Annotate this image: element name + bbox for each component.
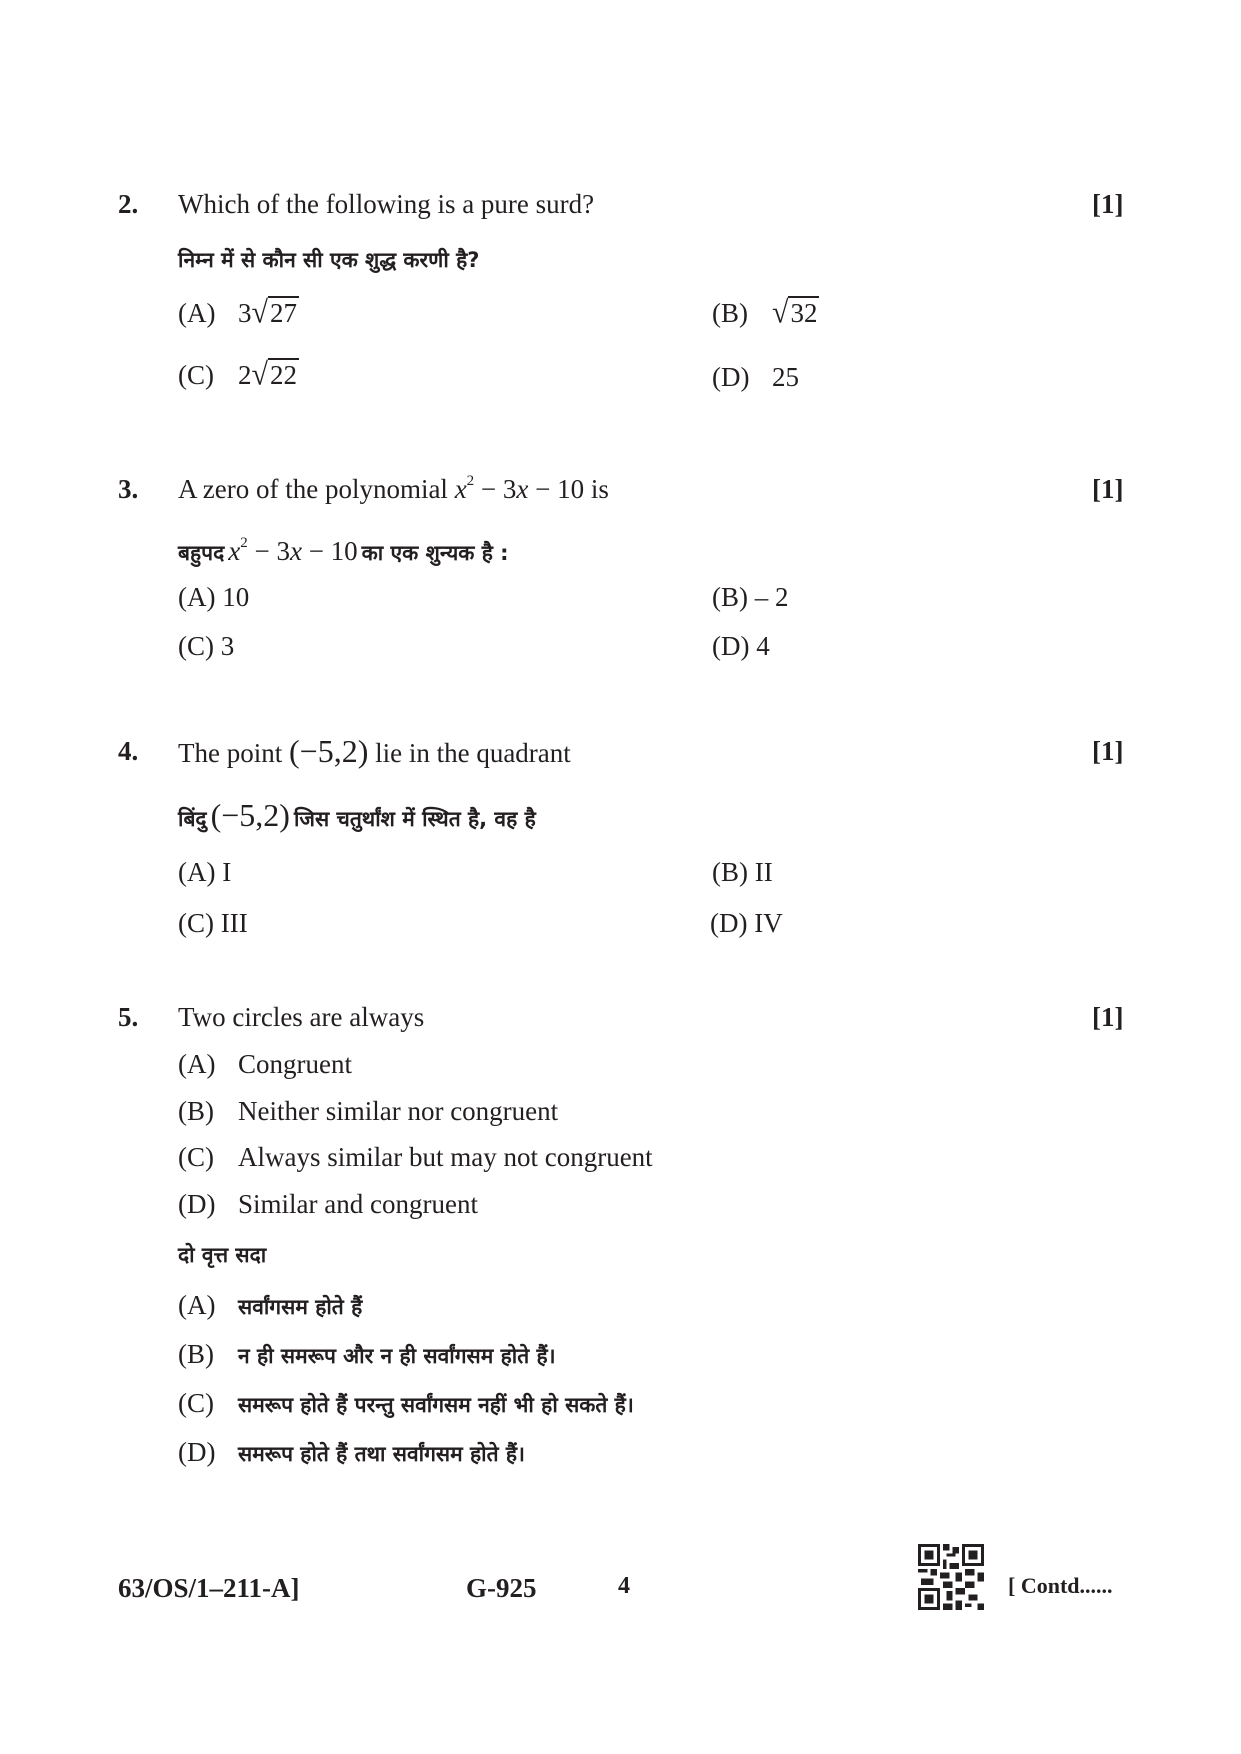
question-4-hindi-post: जिस चतुर्थांश में स्थित है, वह है	[293, 807, 536, 831]
question-5-marks: [1]	[1092, 1002, 1124, 1032]
option-text: न ही समरूप और न ही सर्वांगसम होते हैं।	[238, 1344, 556, 1368]
polynomial-tail: − 10	[528, 474, 585, 504]
question-2-number: 2.	[118, 189, 139, 219]
option-text: समरूप होते हैं परन्तु सर्वांगसम नहीं भी हो सकते हैं।	[238, 1393, 634, 1417]
question-3-option-c[interactable]: (C) 3	[178, 631, 235, 661]
question-3-text	[178, 474, 609, 505]
question-4-number: 4.	[118, 736, 139, 766]
question-4-hindi-text	[178, 797, 536, 834]
question-4-hindi-pre: बिंदु	[178, 807, 207, 831]
series-code: G-925	[466, 1573, 537, 1603]
question-3-marks: [1]	[1092, 474, 1124, 504]
question-4-text-post: lie in the quadrant	[375, 738, 571, 768]
option-label: (D)	[178, 1437, 216, 1467]
question-5-option-c-hi[interactable]	[178, 1388, 634, 1419]
radicand: 32	[790, 298, 818, 328]
question-5-option-b-hi[interactable]	[178, 1339, 556, 1370]
page-number: 4	[618, 1573, 630, 1599]
question-3-hindi-pre: बहुपद	[178, 541, 225, 565]
question-3-text-pre: A zero of the polynomial	[178, 474, 448, 504]
question-3-number: 3.	[118, 474, 139, 504]
option-label: (A)	[178, 1290, 216, 1320]
polynomial-variable-2: x	[289, 536, 302, 566]
option-coefficient: 2	[238, 360, 252, 390]
question-2-option-a[interactable]	[178, 296, 299, 330]
point-coordinates: (−5,2)	[288, 733, 369, 769]
question-5-option-a-hi[interactable]	[178, 1290, 362, 1321]
question-2-option-d[interactable]	[712, 362, 799, 393]
question-3-option-b[interactable]: (B) – 2	[712, 582, 789, 612]
polynomial-middle: − 3	[247, 536, 290, 566]
question-5-option-a-en[interactable]	[178, 1049, 352, 1080]
polynomial-variable-2: x	[516, 474, 529, 504]
question-5-number: 5.	[118, 1002, 139, 1032]
option-label: (C)	[178, 1142, 214, 1172]
option-text: Neither similar nor congruent	[238, 1096, 559, 1126]
option-text: Always similar but may not congruent	[238, 1142, 653, 1172]
option-label: (D)	[178, 1189, 216, 1219]
question-4-text	[178, 733, 571, 770]
radicand: 27	[269, 298, 297, 328]
question-2-text: Which of the following is a pure surd?	[178, 189, 595, 219]
polynomial-variable: x	[228, 536, 241, 566]
question-3-hindi-post: का एक शुन्यक है :	[361, 541, 509, 565]
option-label: (B)	[178, 1339, 214, 1369]
paper-code: 63/OS/1–211-A]	[118, 1573, 300, 1603]
question-4-option-a[interactable]: (A) I	[178, 857, 232, 887]
option-text: Congruent	[238, 1049, 352, 1079]
option-label: (A)	[178, 298, 216, 328]
question-5-text: Two circles are always	[178, 1002, 425, 1032]
question-5-hindi-text: दो वृत्त सदा	[178, 1243, 267, 1267]
polynomial-tail: − 10	[301, 536, 358, 566]
question-5-option-c-en[interactable]	[178, 1142, 653, 1173]
question-3-option-a[interactable]: (A) 10	[178, 582, 250, 612]
question-3-option-d[interactable]: (D) 4	[712, 631, 770, 661]
question-2-hindi-text: निम्न में से कौन सी एक शुद्ध करणी है?	[178, 248, 480, 272]
option-label: (C)	[178, 1388, 214, 1418]
option-label: (D)	[712, 362, 750, 392]
continued-label: [ Contd......	[1008, 1573, 1113, 1598]
option-label: (B)	[178, 1096, 214, 1126]
question-4-text-pre: The point	[178, 738, 283, 768]
question-2-option-b[interactable]	[712, 296, 819, 330]
question-3-hindi-text	[178, 536, 509, 567]
option-coefficient: 3	[238, 298, 252, 328]
question-5-option-d-en[interactable]	[178, 1189, 478, 1220]
option-value: 25	[772, 362, 799, 392]
option-label: (B)	[712, 298, 748, 328]
polynomial-exponent: 2	[466, 473, 475, 489]
radicand: 22	[269, 360, 297, 390]
radical-sign-icon: √	[772, 295, 789, 330]
option-label: (A)	[178, 1049, 216, 1079]
question-5-option-b-en[interactable]	[178, 1096, 558, 1127]
question-4-option-b[interactable]: (B) II	[712, 857, 773, 887]
qr-code-icon	[918, 1544, 984, 1610]
question-4-option-d[interactable]: (D) IV	[710, 908, 783, 938]
radical-sign-icon: √	[251, 357, 268, 392]
option-text: सर्वांगसम होते हैं	[238, 1295, 363, 1319]
radical-sign-icon: √	[251, 295, 268, 330]
polynomial-middle: − 3	[474, 474, 517, 504]
option-text: समरूप होते हैं तथा सर्वांगसम होते हैं।	[238, 1442, 525, 1466]
question-5-option-d-hi[interactable]	[178, 1437, 525, 1468]
question-2-marks: [1]	[1092, 189, 1124, 219]
question-2-option-c[interactable]	[178, 358, 299, 392]
option-label: (C)	[178, 360, 214, 390]
polynomial-variable: x	[454, 474, 467, 504]
question-3-text-post: is	[590, 474, 609, 504]
question-4-marks: [1]	[1092, 736, 1124, 766]
question-4-option-c[interactable]: (C) III	[178, 908, 248, 938]
point-coordinates: (−5,2)	[210, 797, 290, 833]
option-text: Similar and congruent	[238, 1189, 478, 1219]
polynomial-exponent: 2	[240, 535, 248, 551]
